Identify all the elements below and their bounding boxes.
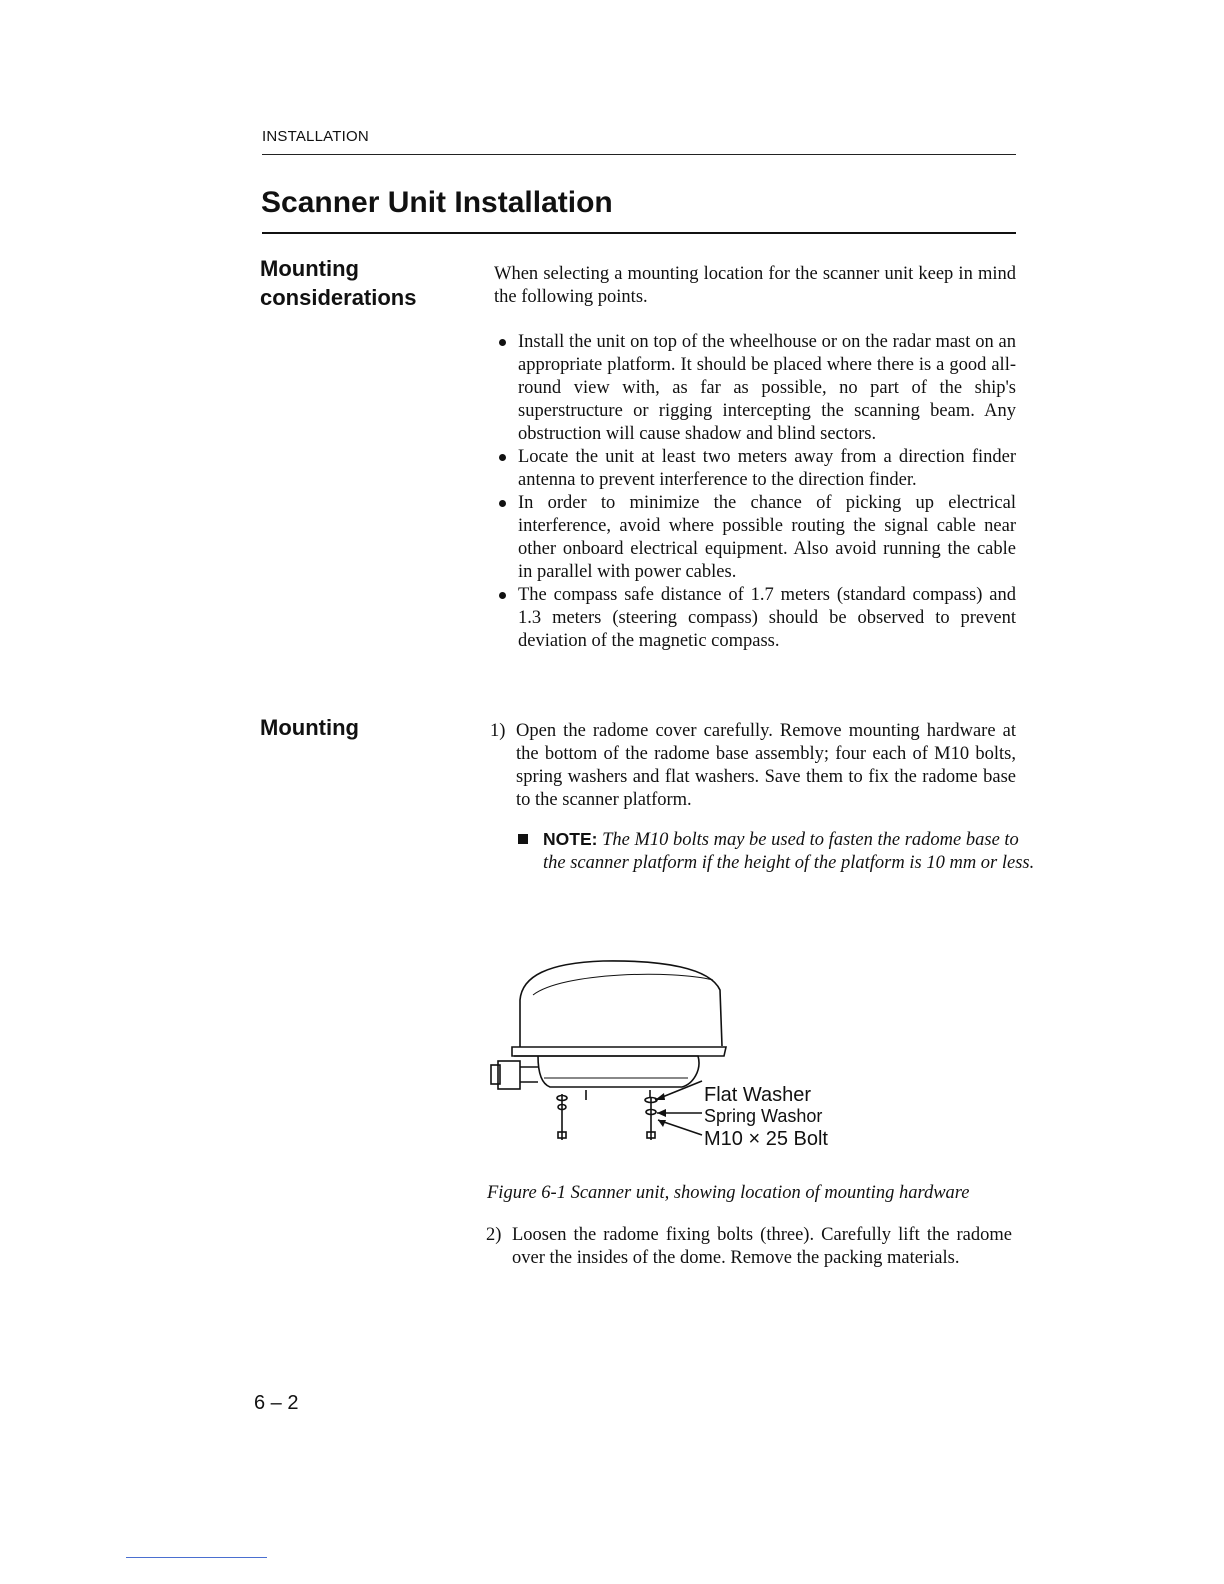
note-label: NOTE:	[543, 829, 598, 849]
list-item: The compass safe distance of 1.7 meters (standard compass) and 1.3 meters (steering compass) should be observed to prevent deviation of the magnetic compass.	[494, 584, 1016, 653]
running-head: INSTALLATION	[262, 128, 369, 145]
radome-rim	[512, 1047, 726, 1056]
considerations-list	[494, 331, 1016, 653]
radome-dome	[520, 961, 722, 1047]
title-rule	[262, 232, 1016, 234]
page-number: 6 – 2	[254, 1392, 299, 1414]
step-item	[490, 720, 1016, 812]
mounting-steps	[490, 720, 1016, 812]
list-item: Install the unit on top of the wheelhouse or on the radar mast on an appropriate platform. It should be placed where there is a good all-round view with, as far as possible, no part of the ship's superstructure or rigging intercepting the scanning beam. Any obstruction will cause shadow and blind sectors.	[494, 331, 1016, 446]
footer-rule	[126, 1557, 267, 1558]
figure-caption: Figure 6-1 Scanner unit, showing location of mounting hardware	[487, 1183, 970, 1203]
intro-paragraph: When selecting a mounting location for the scanner unit keep in mind the following points.	[494, 264, 1016, 307]
step-item	[486, 1224, 1012, 1270]
header-rule	[262, 154, 1016, 155]
section-heading-mounting-considerations: Mounting considerations	[260, 256, 417, 310]
note-text: The M10 bolts may be used to fasten the radome base to the scanner platform if the height of the platform is 10 mm or less.	[543, 830, 1035, 873]
note-block	[518, 828, 1037, 875]
mounting-steps-continued	[486, 1224, 1012, 1270]
step-number: 1)	[490, 721, 506, 741]
list-item: In order to minimize the chance of picking up electrical interference, avoid where possible routing the signal cable near other onboard electrical equipment. Also avoid running the cable in parallel with power cables.	[494, 492, 1016, 584]
radome-base	[514, 1056, 699, 1087]
page-title: Scanner Unit Installation	[261, 186, 613, 219]
step-number: 2)	[486, 1225, 502, 1245]
flat-washer-label: Flat Washer	[704, 1084, 812, 1106]
section-heading-mounting: Mounting	[260, 715, 359, 740]
note-square-icon	[518, 834, 528, 844]
cable-connector	[498, 1061, 520, 1089]
list-item: Locate the unit at least two meters away from a direction finder antenna to prevent interference to the direction finder.	[494, 446, 1016, 492]
spring-washer-label: Spring Washor	[704, 1106, 823, 1126]
radome-highlight	[533, 974, 713, 995]
bolt-label: M10 × 25 Bolt	[704, 1128, 828, 1150]
scanner-unit-figure	[488, 950, 848, 1160]
step-text: Open the radome cover carefully. Remove mounting hardware at the bottom of the radome base assembly; four each of M10 bolts, spring washers and flat washers. Save them to fix the radome base to the scanner platform.	[516, 721, 1016, 810]
step-text: Loosen the radome fixing bolts (three). Carefully lift the radome over the insides of the dome. Remove the packing materials.	[512, 1225, 1012, 1268]
